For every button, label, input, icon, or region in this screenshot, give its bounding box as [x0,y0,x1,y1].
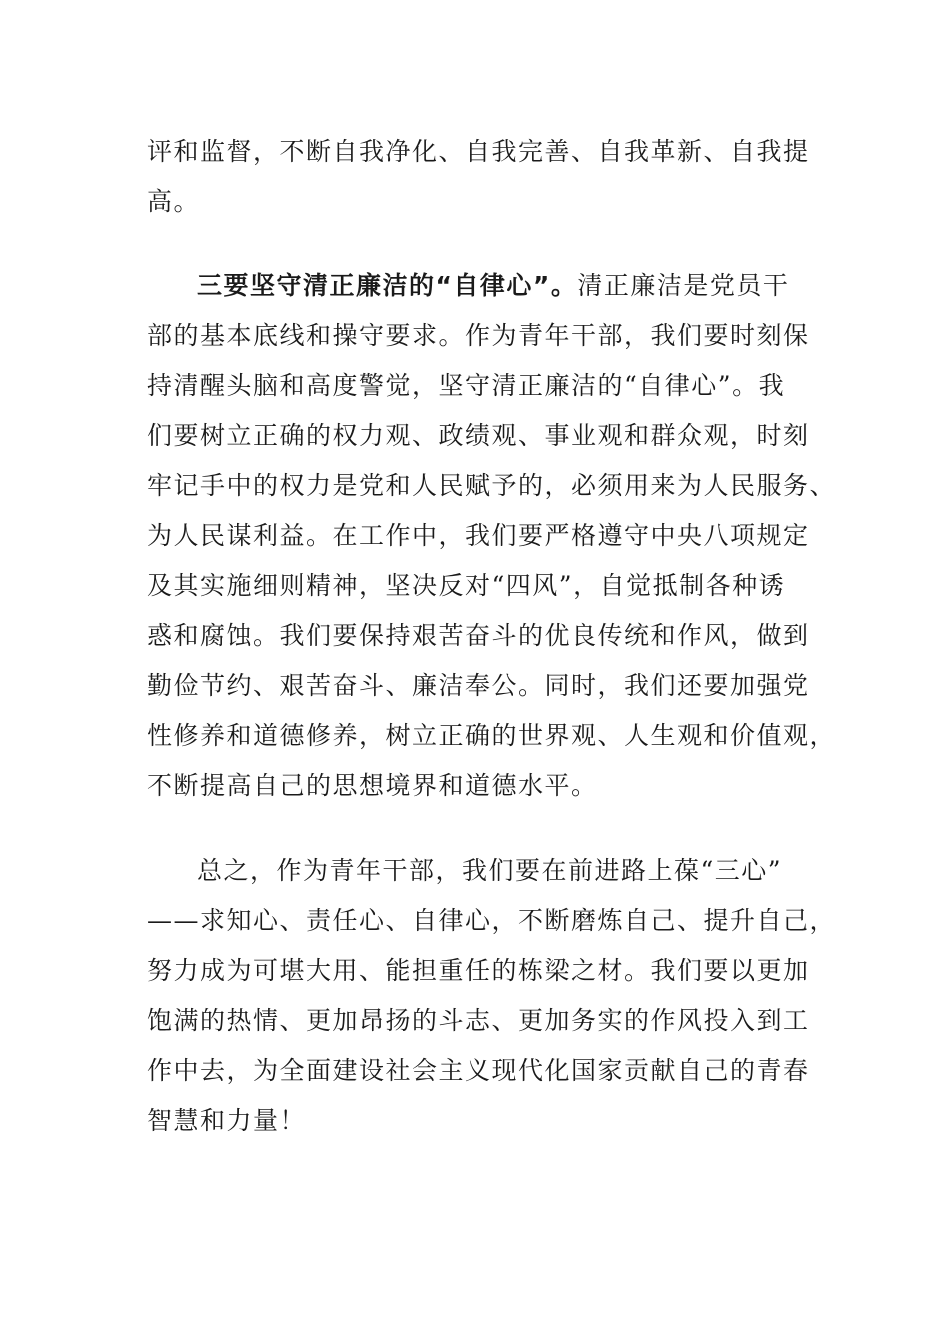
paragraph-3-line-3: 努力成为可堪大用、能担重任的栋梁之材。我们要以更加 [147,956,810,985]
paragraph-2-line-6: 为人民谋利益。在工作中，我们要严格遵守中央八项规定 [147,521,810,550]
section-heading-self-discipline: 三要坚守清正廉洁的“自律心”。 [197,271,578,300]
paragraph-3-line-2: ——求知心、责任心、自律心，不断磨炼自己、提升自己， [147,906,837,935]
paragraph-2-line-2: 部的基本底线和操守要求。作为青年干部，我们要时刻保 [147,321,810,350]
paragraph-3-line-4: 饱满的热情、更加昂扬的斗志、更加务实的作风投入到工 [147,1006,810,1035]
paragraph-2-line-4: 们要树立正确的权力观、政绩观、事业观和群众观，时刻 [147,421,810,450]
paragraph-2-line-1 [197,266,857,306]
paragraph-2-line-10: 性修养和道德修养，树立正确的世界观、人生观和价值观， [147,721,837,750]
paragraph-2-line-3: 持清醒头脑和高度警觉，坚守清正廉洁的“自律心”。我 [147,371,786,400]
paragraph-2-line-9: 勤俭节约、艰苦奋斗、廉洁奉公。同时，我们还要加强党 [147,671,810,700]
paragraph-2-line-1-rest: 清正廉洁是党员干 [577,271,790,300]
paragraph-3-line-5: 作中去，为全面建设社会主义现代化国家贡献自己的青春 [147,1056,810,1085]
paragraph-2-line-7: 及其实施细则精神，坚决反对“四风”，自觉抵制各种诱 [147,571,786,600]
paragraph-2-line-8: 惑和腐蚀。我们要保持艰苦奋斗的优良传统和作风，做到 [147,621,810,650]
paragraph-3-line-6: 智慧和力量！ [147,1106,307,1135]
paragraph-2-line-5: 牢记手中的权力是党和人民赋予的，必须用来为人民服务、 [147,471,837,500]
paragraph-1-line-1: 评和监督，不断自我净化、自我完善、自我革新、自我提 [147,137,810,166]
paragraph-1-line-2: 高。 [147,187,201,216]
paragraph-2-line-11: 不断提高自己的思想境界和道德水平。 [147,771,598,800]
paragraph-3-line-1: 总之，作为青年干部，我们要在前进路上葆“三心” [197,856,783,885]
